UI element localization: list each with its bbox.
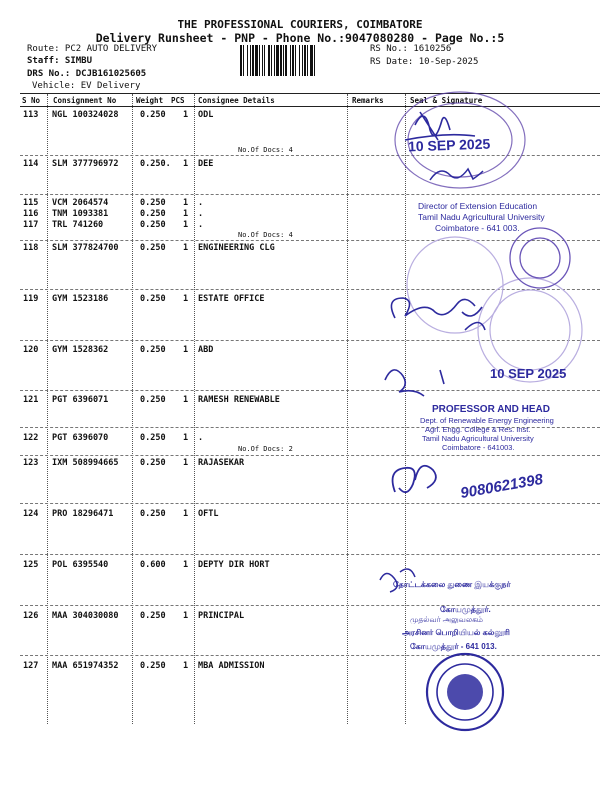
stamp-line: அரசினர் பொறியியல் கல்லூரி — [402, 628, 510, 637]
stamp-line: PROFESSOR AND HEAD — [432, 404, 550, 415]
date-stamp: 10 SEP 2025 — [490, 366, 567, 381]
row-pcs: 1 — [183, 159, 189, 169]
row-sno: 123 — [23, 458, 39, 468]
row-weight: 0.250 — [140, 458, 166, 468]
row-consignee: PRINCIPAL — [198, 611, 245, 621]
col-sno: S No — [22, 96, 41, 105]
row-weight: 0.250 — [140, 433, 166, 443]
row-pcs: 1 — [183, 560, 189, 570]
row-weight: 0.250 — [140, 395, 166, 405]
row-weight: 0.250 — [140, 611, 166, 621]
row-pcs: 1 — [183, 345, 189, 355]
row-consignment: MAA 304030080 — [52, 611, 119, 621]
row-sno: 115 — [23, 198, 39, 208]
rs-date: RS Date: 10-Sep-2025 — [370, 57, 479, 67]
row-consignment: IXM 508994665 — [52, 458, 119, 468]
row-consignee: ODL — [198, 110, 214, 120]
rs-number: RS No.: 1610256 — [370, 44, 452, 54]
row-consignee: DEPTY DIR HORT — [198, 560, 270, 570]
row-consignee: DEE — [198, 159, 214, 169]
row-weight: 0.250 — [140, 110, 166, 120]
row-sno: 124 — [23, 509, 39, 519]
row-consignee: OFTL — [198, 509, 219, 519]
staff: Staff: SIMBU — [27, 56, 93, 66]
signature — [430, 169, 483, 180]
col-consignee: Consignee Details — [198, 96, 275, 105]
signature — [393, 466, 436, 492]
col-remarks: Remarks — [352, 96, 384, 105]
row-sno: 126 — [23, 611, 39, 621]
signature — [385, 370, 444, 396]
bottom-round-seal — [427, 654, 503, 730]
row-sno: 125 — [23, 560, 39, 570]
row-weight: 0.600 — [140, 560, 166, 570]
row-pcs: 1 — [183, 294, 189, 304]
row-weight: 0.250. — [140, 159, 171, 169]
row-consignee: MBA ADMISSION — [198, 661, 265, 671]
stamp-line: கோயமுத்தூர் - 641 013. — [410, 642, 497, 651]
row-consignment: POL 6395540 — [52, 560, 109, 570]
row-consignment: NGL 100324028 — [52, 110, 119, 120]
row-sno: 118 — [23, 243, 39, 253]
row-consignee: . — [198, 198, 204, 208]
row-docs: No.Of Docs: 2 — [238, 445, 293, 453]
row-pcs: 1 — [183, 611, 189, 621]
row-consignment: TNM 1093381 — [52, 209, 109, 219]
col-pcs: PCS — [171, 96, 185, 105]
row-docs: No.Of Docs: 4 — [238, 231, 293, 239]
row-sno: 114 — [23, 159, 39, 169]
row-sno: 113 — [23, 110, 39, 120]
row-weight: 0.250 — [140, 209, 166, 219]
row-consignment: SLM 377824700 — [52, 243, 119, 253]
row-consignment: GYM 1523186 — [52, 294, 109, 304]
stamp-line: Tamil Nadu Agricultural University — [422, 434, 534, 443]
stamp-line: கோயமுத்தூர். — [440, 605, 491, 614]
row-consignment: GYM 1528362 — [52, 345, 109, 355]
row-pcs: 1 — [183, 433, 189, 443]
row-consignee: . — [198, 433, 204, 443]
row-consignment: PGT 6396071 — [52, 395, 109, 405]
row-consignee: ABD — [198, 345, 214, 355]
company-name: THE PROFESSIONAL COURIERS, COIMBATORE — [177, 18, 423, 31]
stamp-line: Coimbatore - 641 003. — [435, 223, 520, 233]
row-consignment: MAA 651974352 — [52, 661, 119, 671]
row-pcs: 1 — [183, 220, 189, 230]
row-weight: 0.250 — [140, 198, 166, 208]
row-sno: 122 — [23, 433, 39, 443]
row-sno: 121 — [23, 395, 39, 405]
row-docs: No.Of Docs: 4 — [238, 146, 293, 154]
runsheet-title: Delivery Runsheet - PNP - Phone No.:9047080280 - Page No.:5 — [95, 31, 505, 45]
row-consignee: RAJASEKAR — [198, 458, 245, 468]
row-consignee: . — [198, 220, 204, 230]
row-pcs: 1 — [183, 198, 189, 208]
drs-number: DRS No.: DCJB161025605 — [27, 69, 147, 79]
row-pcs: 1 — [183, 243, 189, 253]
row-weight: 0.250 — [140, 294, 166, 304]
row-sno: 117 — [23, 220, 39, 230]
signature — [391, 298, 485, 330]
row-weight: 0.250 — [140, 661, 166, 671]
handwritten-phone: 9080621398 — [459, 470, 545, 503]
row-pcs: 1 — [183, 209, 189, 219]
row-consignment: VCM 2064574 — [52, 198, 109, 208]
route: Route: PC2 AUTO DELIVERY — [27, 44, 158, 54]
row-weight: 0.250 — [140, 345, 166, 355]
row-consignee: . — [198, 209, 204, 219]
stamp-line: Tamil Nadu Agricultural University — [418, 212, 545, 222]
col-consignment: Consignment No — [53, 96, 117, 105]
row-consignment: PRO 18296471 — [52, 509, 114, 519]
row-sno: 120 — [23, 345, 39, 355]
row-consignment: SLM 377796972 — [52, 159, 119, 169]
stamp-line: முதல்வர் அலுவலகம் — [410, 615, 483, 624]
col-seal: Seal & Signature — [410, 96, 483, 105]
row-weight: 0.250 — [140, 243, 166, 253]
date-stamp: 10 SEP 2025 — [407, 135, 491, 155]
row-sno: 116 — [23, 209, 39, 219]
row-pcs: 1 — [183, 395, 189, 405]
row-weight: 0.250 — [140, 509, 166, 519]
row-consignment: TRL 741260 — [52, 220, 104, 230]
stamp-line: தோட்டக்கலை துணை இயக்குநர் — [393, 580, 511, 589]
row-sno: 119 — [23, 294, 39, 304]
row-consignee: ESTATE OFFICE — [198, 294, 265, 304]
row-pcs: 1 — [183, 110, 189, 120]
row-pcs: 1 — [183, 509, 189, 519]
col-weight: Weight — [136, 96, 164, 105]
row-consignment: PGT 6396070 — [52, 433, 109, 443]
stamp-line: Agrl. Engg. College & Res. Inst. — [425, 425, 531, 434]
row-consignee: ENGINEERING CLG — [198, 243, 275, 253]
vehicle: Vehicle: EV Delivery — [32, 81, 141, 91]
row-sno: 127 — [23, 661, 39, 671]
row-pcs: 1 — [183, 661, 189, 671]
stamp-line: Director of Extension Education — [418, 201, 538, 211]
row-consignee: RAMESH RENEWABLE — [198, 395, 280, 405]
stamp-line: Coimbatore - 641003. — [442, 443, 515, 452]
row-pcs: 1 — [183, 458, 189, 468]
row-weight: 0.250 — [140, 220, 166, 230]
stamp-line: Dept. of Renewable Energy Engineering — [420, 416, 554, 425]
